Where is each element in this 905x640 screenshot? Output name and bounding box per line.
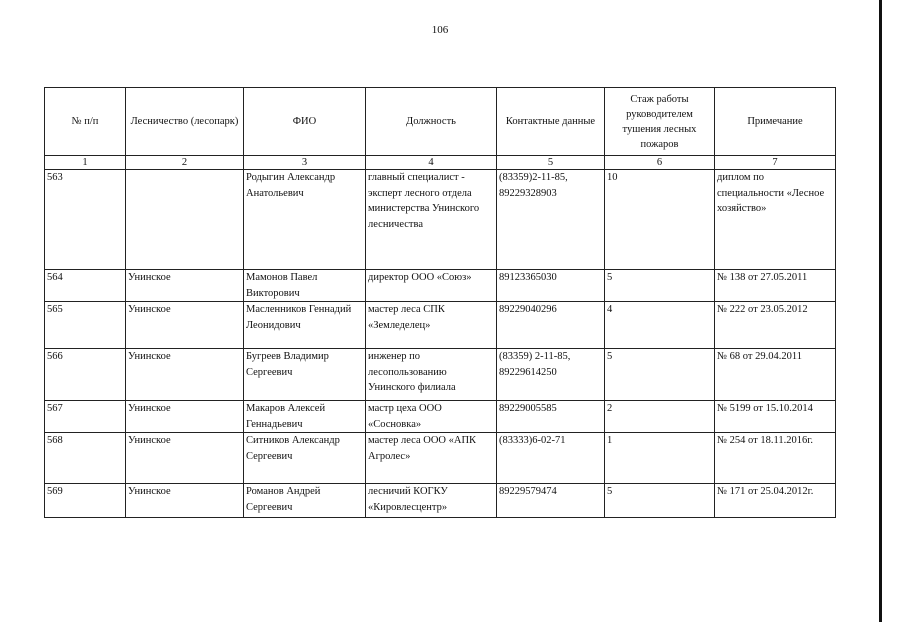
cell-experience: 10 xyxy=(605,170,715,270)
cell-contacts: (83359) 2-11-85, 89229614250 xyxy=(497,349,605,401)
staff-table xyxy=(44,87,836,518)
cell-number: 563 xyxy=(45,170,126,270)
table-row xyxy=(45,170,836,270)
cell-position: мастер леса СПК «Земледелец» xyxy=(366,302,497,349)
cell-number: 566 xyxy=(45,349,126,401)
column-number: 6 xyxy=(605,156,715,170)
cell-name: Ситников Александр Сергеевич xyxy=(244,433,366,484)
column-number: 1 xyxy=(45,156,126,170)
cell-forestry: Унинское xyxy=(126,433,244,484)
cell-forestry: Унинское xyxy=(126,349,244,401)
table-row xyxy=(45,270,836,302)
table-row xyxy=(45,401,836,433)
column-number: 5 xyxy=(497,156,605,170)
cell-contacts: 89123365030 xyxy=(497,270,605,302)
cell-note: № 5199 от 15.10.2014 xyxy=(715,401,836,433)
cell-experience: 2 xyxy=(605,401,715,433)
cell-forestry: Унинское xyxy=(126,302,244,349)
cell-experience: 4 xyxy=(605,302,715,349)
header-cell-experience: Стаж работы руководителем тушения лесных пожаров xyxy=(605,88,715,156)
table-row xyxy=(45,484,836,518)
cell-position: мастер леса ООО «АПК Агролес» xyxy=(366,433,497,484)
table-row xyxy=(45,302,836,349)
header-cell-position: Должность xyxy=(366,88,497,156)
header-cell-forestry: Лесничество (лесопарк) xyxy=(126,88,244,156)
cell-note: № 138 от 27.05.2011 xyxy=(715,270,836,302)
header-cell-name: ФИО xyxy=(244,88,366,156)
cell-name: Родыгин Александр Анатольевич xyxy=(244,170,366,270)
cell-note: № 68 от 29.04.2011 xyxy=(715,349,836,401)
cell-contacts: 89229579474 xyxy=(497,484,605,518)
cell-number: 564 xyxy=(45,270,126,302)
table-header-row xyxy=(45,88,836,156)
header-cell-contacts: Контактные данные xyxy=(497,88,605,156)
cell-contacts: (83333)6-02-71 xyxy=(497,433,605,484)
cell-experience: 1 xyxy=(605,433,715,484)
table-row xyxy=(45,433,836,484)
cell-forestry: Унинское xyxy=(126,270,244,302)
header-cell-number: № п/п xyxy=(45,88,126,156)
column-number: 3 xyxy=(244,156,366,170)
cell-note: № 171 от 25.04.2012г. xyxy=(715,484,836,518)
header-cell-note: Примечание xyxy=(715,88,836,156)
cell-forestry: Унинское xyxy=(126,401,244,433)
cell-experience: 5 xyxy=(605,484,715,518)
cell-name: Масленников Геннадий Леонидович xyxy=(244,302,366,349)
cell-name: Мамонов Павел Викторович xyxy=(244,270,366,302)
cell-number: 567 xyxy=(45,401,126,433)
cell-experience: 5 xyxy=(605,349,715,401)
cell-experience: 5 xyxy=(605,270,715,302)
cell-contacts: 89229005585 xyxy=(497,401,605,433)
cell-position: лесничий КОГКУ «Кировлесцентр» xyxy=(366,484,497,518)
cell-note: диплом по специальности «Лесное хозяйство» xyxy=(715,170,836,270)
cell-note: № 254 от 18.11.2016г. xyxy=(715,433,836,484)
cell-forestry: Унинское xyxy=(126,484,244,518)
cell-number: 569 xyxy=(45,484,126,518)
cell-position: инженер по лесопользованию Унинского филиала xyxy=(366,349,497,401)
cell-position: директор ООО «Союз» xyxy=(366,270,497,302)
page-number: 106 xyxy=(431,24,449,36)
cell-name: Бугреев Владимир Сергеевич xyxy=(244,349,366,401)
cell-position: мастр цеха ООО «Сосновка» xyxy=(366,401,497,433)
column-number-row xyxy=(45,156,836,170)
cell-name: Романов Андрей Сергеевич xyxy=(244,484,366,518)
cell-note: № 222 от 23.05.2012 xyxy=(715,302,836,349)
table-row xyxy=(45,349,836,401)
column-number: 2 xyxy=(126,156,244,170)
column-number: 7 xyxy=(715,156,836,170)
column-number: 4 xyxy=(366,156,497,170)
page-edge-line xyxy=(879,0,882,622)
cell-number: 565 xyxy=(45,302,126,349)
cell-position: главный специалист - эксперт лесного отдела министерства Унинского лесничества xyxy=(366,170,497,270)
cell-contacts: 89229040296 xyxy=(497,302,605,349)
cell-contacts: (83359)2-11-85, 89229328903 xyxy=(497,170,605,270)
cell-name: Макаров Алексей Геннадьевич xyxy=(244,401,366,433)
cell-number: 568 xyxy=(45,433,126,484)
cell-forestry xyxy=(126,170,244,270)
